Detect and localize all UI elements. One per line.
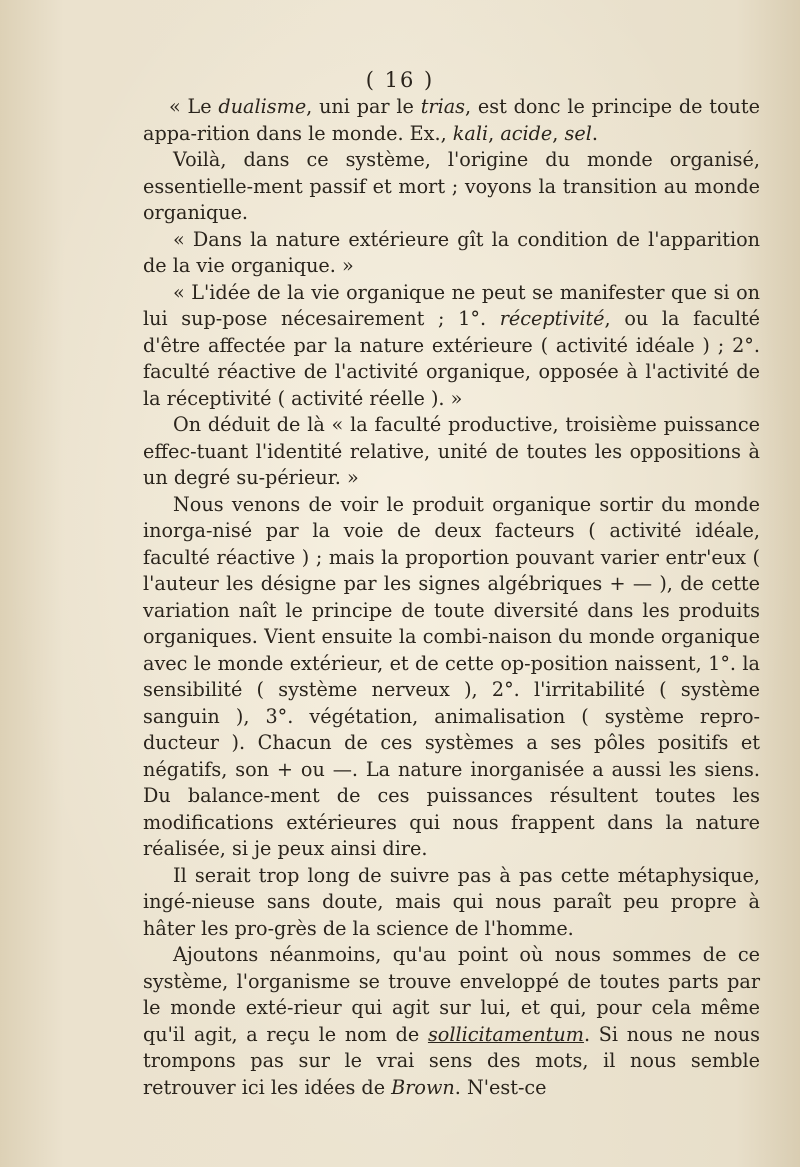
paragraph-2: Voilà, dans ce système, l'origine du monde organisé, essentielle-ment passif et mort ; voyons la transition au monde organique. (143, 148, 760, 224)
page-number: ( 16 ) (365, 68, 435, 92)
italic-term: Brown (391, 1075, 455, 1099)
text-run: , (488, 121, 501, 145)
text-run: , uni par le (306, 95, 421, 118)
paragraph-7: Il serait trop long de suivre pas à pas cette métaphysique, ingé-nieuse sans doute, mais qui nous paraît peu propre à hâter les pro-grès de la science de l'homme. (143, 863, 760, 940)
text-run: . N'est-ce (454, 1075, 547, 1099)
paragraph-1 (143, 94, 760, 147)
text-run: , (552, 121, 565, 145)
paragraph-8 (143, 942, 760, 1101)
italic-term: sollicitamentum (427, 1022, 584, 1046)
italic-term: trias (420, 95, 465, 118)
italic-term: acide (500, 121, 553, 145)
text-run: « L'idée de la vie organique ne peut se manifester que si on lui sup-pose nécesairement ; 1°. (143, 280, 760, 330)
italic-term: réceptivité (499, 307, 605, 330)
italic-term: kali (452, 121, 489, 145)
italic-term: dualisme (218, 95, 307, 118)
text-run: . Si nous ne nous trompons pas sur le vrai sens des mots, il nous semble retrouver ici les idées de (143, 1022, 760, 1099)
paragraph-5: On déduit de là « la faculté productive, troisième puissance effec-tuant l'identité relative, unité de toutes les oppositions à un degré su-périeur. » (143, 413, 760, 489)
text-run: « Le (169, 95, 219, 118)
paragraph-6: Nous venons de voir le produit organique sortir du monde inorga-nisé par la voie de deux facteurs ( activité idéale, faculté réactive ) ; mais la proportion pouvant varier entr'eux ( l'auteur les désigne par les signes algébriques + — ), de cette variation naît le principe de toute diversité dans les produits organiques. Vient ensuite la combi-naison du monde organique avec le monde extérieur, et de cette op-position naissent, 1°. la sensibilité ( système nerveux ), 2°. l'irritabilité ( système sanguin ), 3°. végétation, animalisation ( système repro-ducteur ). Chacun de ces systèmes a ses pôles positifs et négatifs, son + ou —. La nature inorganisée a aussi les siens. Du balance-ment de ces puissances résultent toutes les modifications extérieures qui nous frappent dans la nature réalisée, si je peux ainsi dire. (143, 492, 760, 860)
paragraph-4 (143, 280, 760, 413)
text-run: , est donc le principe de toute appa-rition dans le monde. Ex., (143, 95, 760, 145)
text-run: , ou la faculté d'être affectée par la nature extérieure ( activité idéale ) ; 2°. faculté réactive de l'activité organique, opposée à l'activité de la réceptivité ( activité réelle ). » (143, 307, 760, 410)
text-run: . (591, 121, 598, 145)
italic-term: sel (564, 121, 592, 145)
text-run: Ajoutons néanmoins, qu'au point où nous sommes de ce système, l'organisme se trouve enveloppé de toutes parts par le monde exté-rieur qui agit sur lui, et qui, pour cela même qu'il agit, a reçu le nom de (143, 943, 760, 1046)
body-text (143, 94, 760, 1101)
paragraph-3: « Dans la nature extérieure gît la condition de l'apparition de la vie organique. » (143, 227, 760, 277)
